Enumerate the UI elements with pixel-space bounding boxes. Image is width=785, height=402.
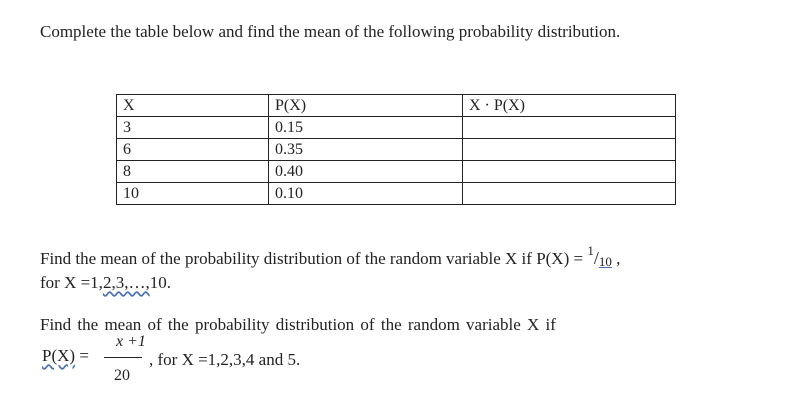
header-px: P(X): [269, 95, 463, 117]
cell-x-times-px[interactable]: [463, 161, 676, 183]
question-2-text: Find the mean of the probability distribution of the random variable X if P(X) =: [40, 249, 588, 268]
cell-px: 0.35: [269, 139, 463, 161]
fraction-trailing-comma: ,: [611, 249, 621, 268]
cell-px: 0.15: [269, 117, 463, 139]
cell-px: 0.40: [269, 161, 463, 183]
cell-x: 3: [117, 117, 269, 139]
pmf-function: P(X): [42, 346, 76, 365]
cell-x: 10: [117, 183, 269, 205]
fraction-denominator: 10: [598, 254, 612, 269]
fraction-bar: [104, 357, 142, 358]
table-row: [117, 183, 676, 205]
table-row: [117, 117, 676, 139]
question-3-domain: , for X =1,2,3,4 and 5.: [149, 350, 301, 369]
cell-x-times-px[interactable]: [463, 183, 676, 205]
one-tenth-fraction: [587, 243, 612, 269]
question-3-text: Find the mean of the probability distribution of the random variable X if: [40, 315, 556, 334]
table-header-row: [117, 95, 676, 117]
cell-x-times-px[interactable]: [463, 139, 676, 161]
probability-table: [116, 94, 676, 205]
header-x-times-px: X · P(X): [463, 95, 676, 117]
question-2-line-2: [40, 273, 171, 293]
cell-x-times-px[interactable]: [463, 117, 676, 139]
domain-suffix: 10.: [149, 273, 171, 292]
cell-px: 0.10: [269, 183, 463, 205]
question-2-line-1: [40, 243, 621, 270]
cell-x: 8: [117, 161, 269, 183]
table-row: [117, 139, 676, 161]
cell-x: 6: [117, 139, 269, 161]
header-x: X: [117, 95, 269, 117]
domain-prefix: for X =1,: [40, 273, 103, 292]
pmf-equals: =: [75, 346, 89, 365]
fraction-slash: /: [593, 248, 599, 268]
domain-underlined: 2,3,…,: [102, 273, 150, 292]
table-row: [117, 161, 676, 183]
pmf-denominator: 20: [114, 367, 130, 384]
fraction-numerator: 1: [587, 243, 594, 258]
instruction-text: Complete the table below and find the mean of the following probability distribution.: [40, 22, 621, 41]
pmf-lhs: [42, 346, 89, 366]
pmf-numerator: x +1: [116, 333, 146, 350]
